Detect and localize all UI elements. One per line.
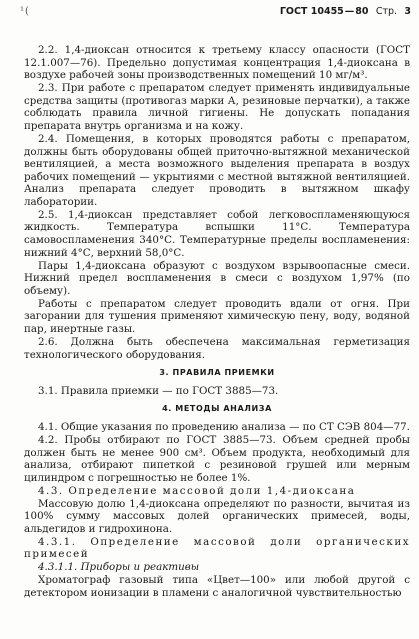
page-number: 3 (404, 6, 411, 17)
heading-4-3-1: 4.3.1. Определение массовой доли органических примесей (24, 535, 410, 561)
standard-number: 10455 (310, 6, 344, 17)
paragraph-4-2: 4.2. Пробы отбирают по ГОСТ 3885—73. Объем средней пробы должен быть не менее 900 см³. Объем продукта, необходимый для анализа, отбирают пипеткой с резиновой грушей или мерным цилиндром с погрешностью не более 1%. (24, 433, 410, 484)
paragraph-vapors: Пары 1,4-диоксана образуют с воздухом взрывоопасные смеси. Нижний предел воспламенения в смеси с воздухом 1,97% (по объему). (24, 259, 410, 297)
section-3-title: 3. ПРАВИЛА ПРИЕМКИ (159, 368, 275, 378)
paragraph-3-1: 3.1. Правила приемки — по ГОСТ 3885—73. (38, 384, 279, 397)
page-header (280, 6, 411, 17)
paragraph-4-3-1-1: Хроматограф газовый типа «Цвет—100» или любой другой с детектором ионизации в пламени с аналогичной чувствительностью (24, 574, 410, 600)
paragraph-2-6: 2.6. Должна быть обеспечена максимальная герметизация технологического оборудования. (24, 336, 410, 361)
standard-separator: — (344, 6, 355, 17)
page-label: Стр. (375, 6, 398, 17)
paragraph-2-2: 2.2. 1,4-диоксан относится к третьему классу опасности (ГОСТ 12.1.007—76). Предельно допустимая концентрация 1,4-диоксана в воздухе рабочей зоны производственных помещений 10 мг/м³. (24, 44, 410, 82)
paragraph-fire-safety: Работы с препаратом следует проводить вдали от огня. При загорании для тушения применяют химическую пену, воду, водяной пар, инертные газы. (24, 297, 410, 336)
section-4-title: 4. МЕТОДЫ АНАЛИЗА (162, 404, 272, 414)
paragraph-4-3: Массовую долю 1,4-диоксана определяют по разности, вычитая из 100% сумму массовых долей органических примесей, воды, альдегидов и гидрохинона. (24, 497, 410, 535)
paragraph-2-5: 2.5. 1,4-диоксан представляет собой легковоспламеняющуюся жидкость. Температура вспышки 11°С. Температура самовоспламенения 340°С. Температурные пределы воспламенения: нижний 4°С, верхний 58,0°С. (24, 208, 410, 259)
standard-code: ГОСТ (279, 6, 308, 17)
paragraph-4-1: 4.1. Общие указания по проведению анализа — по СТ СЭВ 804—77. (38, 420, 410, 433)
document-body (24, 44, 410, 600)
heading-4-3-1-1: 4.3.1.1. Приборы и реактивы (38, 561, 200, 574)
page-margin-mark: ¹( (20, 6, 30, 17)
paragraph-2-4: 2.4. Помещения, в которых проводятся работы с препаратом, должны быть оборудованы общей приточно-вытяжной механической вентиляцией, а места возможного выделения препарата в воздух рабочих помещений — укрытиями с местной вытяжной вентиляцией. Анализ препарата следует проводить в вытяжном шкафу лаборатории. (24, 132, 410, 208)
heading-4-3: 4.3. Определение массовой доли 1,4-диоксана (38, 484, 356, 497)
standard-year: 80 (355, 6, 369, 17)
paragraph-2-3: 2.3. При работе с препаратом следует применять индивидуальные средства защиты (противогаз марки А, резиновые перчатки), а также соблюдать правила личной гигиены. Не допускать попадания препарата внутрь организма и на кожу. (24, 82, 410, 132)
